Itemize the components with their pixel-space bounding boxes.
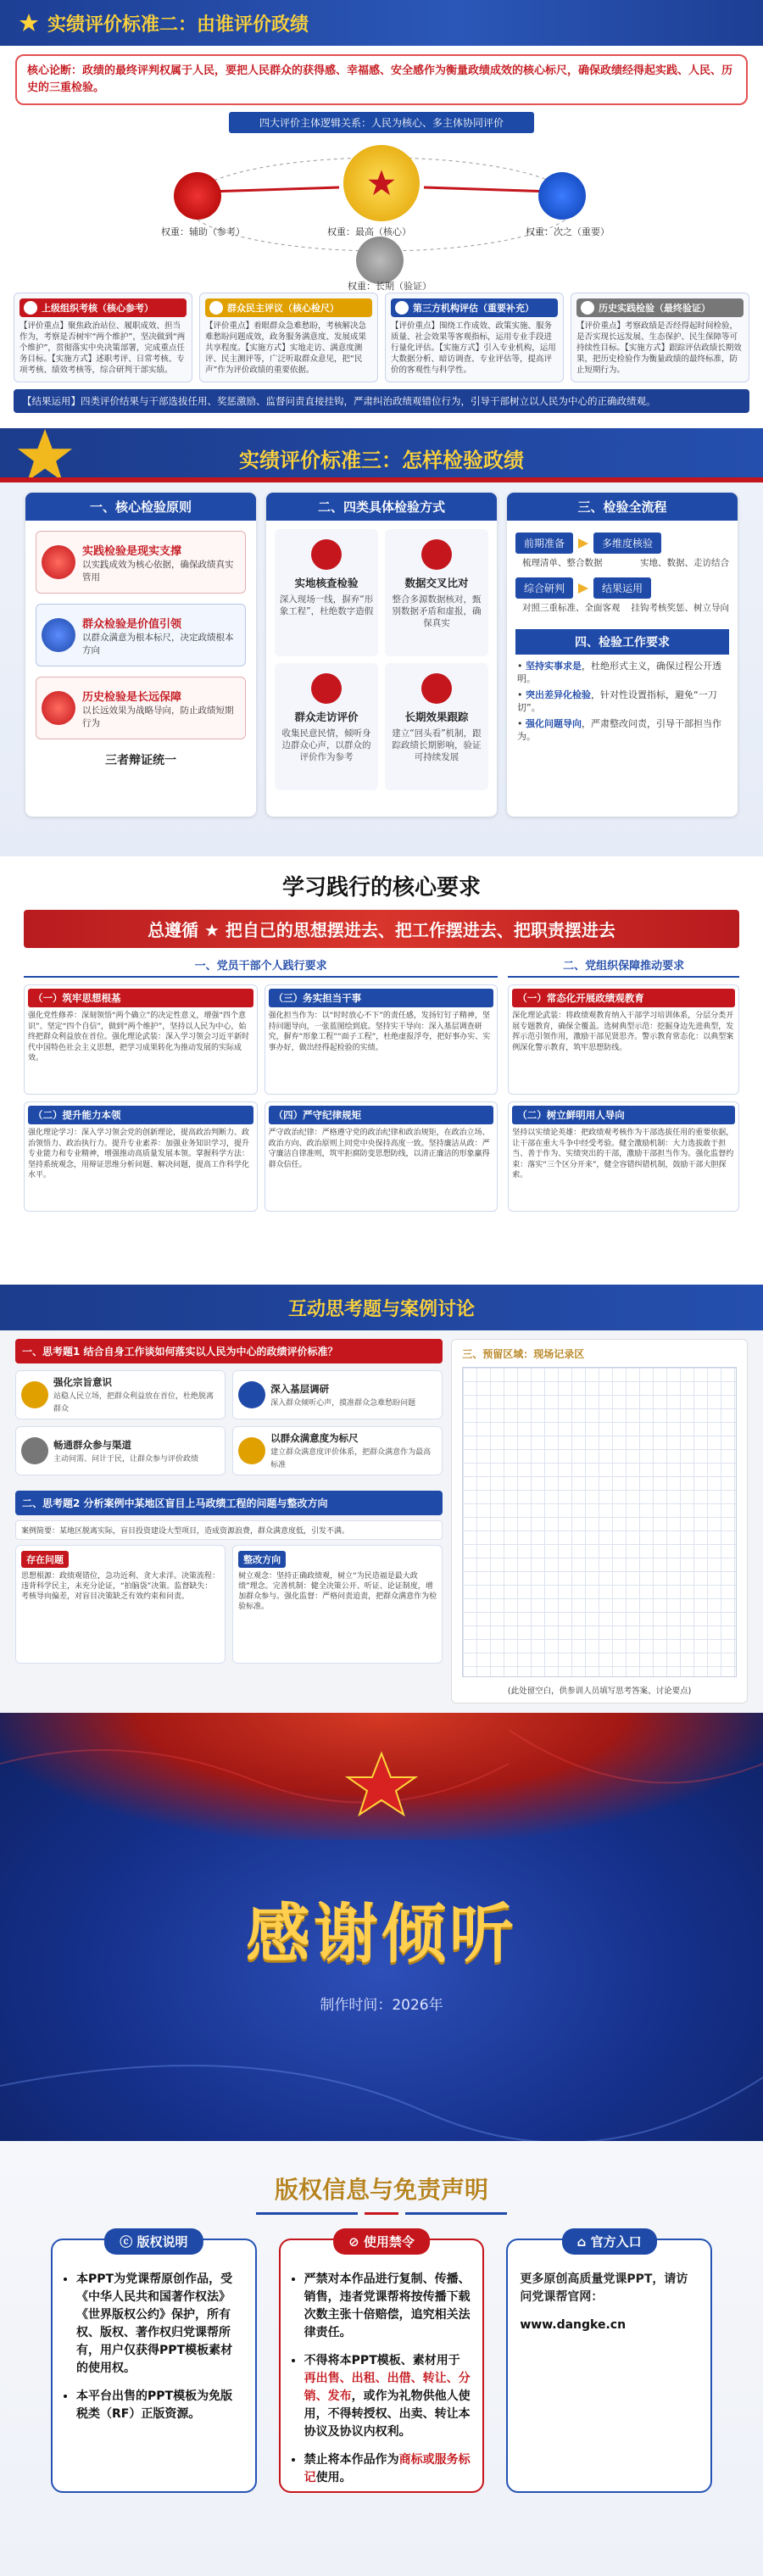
box-text: 强化理论学习：深入学习领会党的创新理论，提高政治判断力、政治领悟力、政治执行力。提升专业素养：加强业务知识学习，提升专业能力和专业精神，增强推动高质量发展本领。掌握科学方法：坚持系统观念，用辩证思维分析问题、解决问题，提高工作科学化水平。 bbox=[28, 1129, 250, 1179]
tile-title: 深入基层调研 bbox=[270, 1382, 330, 1395]
notes-title: 三、预留区域：现场记录区 bbox=[462, 1348, 585, 1360]
card-caption: ⊘ 使用禁令 bbox=[333, 2228, 430, 2255]
evaluator-card bbox=[14, 293, 192, 382]
answer-tile bbox=[232, 1370, 443, 1419]
requirements bbox=[507, 629, 738, 743]
column-title: 三、检验全流程 bbox=[507, 493, 738, 521]
weight-right: 权重：次之（重要） bbox=[526, 226, 610, 237]
flow-row bbox=[515, 532, 729, 554]
card-icon bbox=[209, 301, 223, 315]
card-title: 版权说明 bbox=[136, 2234, 188, 2250]
method-title: 实地核查检验 bbox=[294, 577, 359, 589]
fix-text: 树立观念：坚持正确政绩观，树立“为民造福是最大政绩”理念。完善机制：健全决策公开、听证、论证制度，增加群众参与。强化监督：严格问责追责，把群众满意作为检验标准。 bbox=[238, 1572, 437, 1611]
evaluator-card bbox=[199, 293, 378, 382]
history-circle bbox=[356, 237, 404, 284]
box-text: 深化理论武装：将政绩观教育纳入干部学习培训体系，分层分类开展专题教育，确保全覆盖。选树典型示范：挖掘身边先进典型，发挥示范引领作用，激励干部见贤思齐。警示教育常态化：以典型案例深化警示教育，筑牢思想防线。 bbox=[512, 1012, 734, 1052]
flow-desc-row bbox=[515, 599, 729, 614]
card-title: 上级组织考核（核心参考） bbox=[42, 303, 153, 314]
text-part: ，或作为礼物供他人使用，不得转授权、出卖、转让本协议及协议内权利。 bbox=[304, 2389, 471, 2439]
questions-panel bbox=[15, 1339, 443, 1703]
discussion-layout bbox=[0, 1330, 763, 1712]
flow-step: 前期准备 bbox=[515, 532, 573, 554]
slide-title: 学习践行的核心要求 bbox=[281, 875, 481, 900]
method-card bbox=[275, 663, 378, 790]
requirements-title: 四、检验工作要求 bbox=[515, 629, 729, 655]
copyright-item: • 本PPT为党课帮原创作品，受《中华人民共和国著作权法》《世界版权公约》保护，所有权、版权、著作权归党课帮所有，用户仅获得PPT模板素材的使用权。 bbox=[76, 2271, 243, 2378]
dialectic-footer: 三者辩证统一 bbox=[105, 754, 176, 767]
principle-card bbox=[36, 677, 246, 739]
organization-column bbox=[508, 956, 739, 1212]
problem-text: 思想根源：政绩观错位，急功近利、贪大求洋。决策流程：违背科学民主，未充分论证，“拍脑袋”决策。监督缺失：考核导向偏差，对盲目决策缺乏有效约束和问责。 bbox=[21, 1572, 220, 1601]
gear-icon bbox=[42, 545, 75, 579]
principle-title: 历史检验是长远保障 bbox=[82, 690, 182, 704]
box-text: 强化担当作为：以“时时放心不下”的责任感，发扬钉钉子精神，坚持问题导向，一张蓝图绘到底。坚持实干导向：深入基层调查研究，摒弃“形象工程”“面子工程”，杜绝虚报浮夸，把好事办实、实事办好，做出经得起检验的实绩。 bbox=[268, 1012, 491, 1052]
requirement-columns bbox=[0, 948, 763, 1212]
requirement-box bbox=[265, 984, 498, 1095]
medal-icon bbox=[238, 1437, 265, 1464]
problem-title: 存在问题 bbox=[21, 1551, 69, 1568]
slide-thanks bbox=[0, 1713, 763, 2141]
column-title: 二、党组织保障推动要求 bbox=[508, 956, 739, 978]
evaluator-diagram bbox=[0, 137, 763, 292]
heart-icon bbox=[21, 1381, 48, 1408]
problem-box bbox=[15, 1545, 226, 1664]
tile-text: 建立群众满意度评价体系，把群众满意作为最高标准 bbox=[270, 1448, 432, 1469]
card-header bbox=[391, 298, 558, 317]
answer-tiles bbox=[15, 1370, 443, 1475]
requirement-key: 强化问题导向 bbox=[526, 718, 582, 729]
answer-tile bbox=[232, 1426, 443, 1475]
flow-step: 结果运用 bbox=[593, 577, 651, 599]
tile-text: 主动问需、问计于民，让群众参与评价政绩 bbox=[53, 1454, 199, 1464]
guideline-banner: 总遵循 ★ 把自己的思想摆进去、把工作摆进去、把职责摆进去 bbox=[24, 910, 739, 948]
card-caption: ⌂ 官方入口 bbox=[562, 2228, 657, 2255]
individual-column bbox=[24, 956, 498, 1212]
requirement-text: ，杜绝形式主义，确保过程公开透明。 bbox=[517, 661, 721, 684]
tile-text: 站稳人民立场，把群众利益放在首位，杜绝脱离群众 bbox=[53, 1392, 214, 1413]
slide-copyright bbox=[0, 2141, 763, 2576]
box-row bbox=[24, 984, 498, 1095]
copyright-card bbox=[51, 2234, 257, 2493]
requirement-box bbox=[265, 1101, 498, 1212]
method-title: 长期效果跟踪 bbox=[404, 711, 469, 723]
method-card bbox=[385, 663, 488, 790]
flow-desc: 挂钩考核奖惩、树立导向 bbox=[631, 603, 729, 613]
card-title: 第三方机构评估（重要补充） bbox=[413, 303, 534, 314]
slide-title: 互动思考题与案例讨论 bbox=[287, 1299, 475, 1320]
answer-tile bbox=[15, 1370, 226, 1419]
prohibition-card bbox=[279, 2234, 485, 2493]
flow-desc-row bbox=[515, 554, 729, 569]
principle-title: 实践检验是现实支撑 bbox=[82, 544, 182, 558]
fix-box bbox=[232, 1545, 443, 1664]
star-icon bbox=[19, 13, 39, 33]
flow-desc: 梳理清单、整合数据 bbox=[522, 558, 603, 568]
third-party-circle bbox=[538, 172, 586, 220]
requirement-box bbox=[508, 1101, 739, 1212]
slide-core-requirements bbox=[0, 856, 763, 1285]
requirement-item: • 突出差异化检验，针对性设置指标，避免“一刀切”。 bbox=[517, 689, 717, 713]
header-stripe bbox=[0, 477, 763, 482]
box-row bbox=[24, 1101, 498, 1212]
principles-column bbox=[25, 493, 256, 817]
card-header bbox=[205, 298, 372, 317]
requirement-box bbox=[24, 1101, 258, 1212]
card-title: 历史实践检验（最终验证） bbox=[599, 303, 710, 314]
slide-header bbox=[0, 1285, 763, 1330]
flow-row bbox=[515, 577, 729, 599]
slide-who-evaluates bbox=[0, 0, 763, 428]
card-title: 群众民主评议（核心检尺） bbox=[227, 303, 339, 314]
text-part: 不得将本PPT模板、素材用于 bbox=[304, 2354, 460, 2367]
text-part: 使用。 bbox=[315, 2471, 352, 2484]
tile-text: 深入群众倾听心声，摸准群众急难愁盼问题 bbox=[270, 1398, 416, 1408]
box-row bbox=[508, 984, 739, 1095]
box-title: （一）筑牢思想根基 bbox=[28, 989, 253, 1007]
principle-text: 以长远效果为战略导向，防止政绩短期行为 bbox=[82, 705, 234, 728]
text-part: 禁止将本作品作为 bbox=[304, 2453, 399, 2467]
box-title: （二）树立鲜明用人导向 bbox=[512, 1106, 735, 1124]
subject-ribbon: 四大评价主体逻辑关系：人民为核心、多主体协同评价 bbox=[229, 112, 534, 133]
method-text: 收集民意民情，倾听身边群众心声，以群众的评价作为参考 bbox=[281, 728, 371, 762]
card-header bbox=[19, 298, 187, 317]
process-flow bbox=[507, 521, 738, 622]
methods-column bbox=[266, 493, 497, 817]
official-entry-card bbox=[506, 2234, 712, 2493]
box-row bbox=[508, 1101, 739, 1212]
principle-text: 以群众满意为根本标尺，决定政绩根本方向 bbox=[82, 632, 234, 655]
card-icon bbox=[395, 301, 409, 315]
tile-title: 以群众满意度为标尺 bbox=[270, 1432, 359, 1444]
box-title: （四）严守纪律规矩 bbox=[269, 1106, 494, 1124]
fix-title: 整改方向 bbox=[238, 1551, 286, 1568]
entry-text: 更多原创高质量党课PPT，请访问党课帮官网： bbox=[520, 2272, 688, 2304]
requirement-box bbox=[24, 984, 258, 1095]
verify-columns bbox=[0, 482, 763, 817]
tile-title: 畅通群众参与渠道 bbox=[53, 1438, 131, 1451]
slide-discussion bbox=[0, 1285, 763, 1713]
requirement-text: ，针对性设置指标，避免“一刀切”。 bbox=[517, 689, 717, 713]
weight-bottom: 权重：长期（验证） bbox=[348, 281, 432, 292]
column-title: 一、核心检验原则 bbox=[25, 493, 256, 521]
evaluator-card bbox=[571, 293, 749, 382]
principle-title: 群众检验是价值引领 bbox=[82, 617, 182, 631]
result-usage: 【结果运用】四类评价结果与干部选拔任用、奖惩激励、监督问责直接挂钩，严肃纠治政绩观错位行为，引导干部树立以人民为中心的正确政绩观。 bbox=[14, 389, 749, 413]
prohibition-item: • 严禁对本作品进行复制、传播、销售，违者党课帮将按传播下载次数主张十倍赔偿，追究相关法律责任。 bbox=[304, 2271, 471, 2342]
principle-text: 以实践成效为核心依据，确保政绩真实管用 bbox=[82, 559, 234, 583]
method-text: 建立“回头看”机制，跟踪政绩长期影响，验证可持续发展 bbox=[392, 728, 482, 762]
card-title: 使用禁令 bbox=[363, 2234, 415, 2250]
card-title: 官方入口 bbox=[590, 2234, 642, 2250]
box-title: （三）务实担当干事 bbox=[269, 989, 494, 1007]
arrow-right-icon bbox=[578, 583, 588, 594]
arrow-right-icon bbox=[578, 538, 588, 549]
method-title: 群众走访评价 bbox=[294, 711, 359, 723]
card-text: 【评价重点】着眼群众急难愁盼，考核解决急难愁盼问题成效，政务服务满意度、发展成果共享程度。【实施方式】实地走访、满意度测评、民主测评等，广泛听取群众意见，把“民声”作为评价政绩的重要依据。 bbox=[205, 321, 367, 375]
notes-grid[interactable] bbox=[462, 1367, 737, 1677]
weight-left: 权重：辅助（参考） bbox=[161, 226, 245, 237]
card-icon bbox=[581, 301, 594, 315]
slide-header bbox=[0, 0, 763, 46]
card-header bbox=[576, 298, 744, 317]
methods-grid bbox=[266, 521, 497, 799]
highlight-text: 商标或服务标记 bbox=[304, 2453, 471, 2484]
star-icon bbox=[367, 169, 396, 198]
weight-center: 权重：最高（核心） bbox=[327, 226, 411, 237]
case-brief: 案例简要：某地区脱离实际，盲目投资建设大型项目，造成资源浪费，群众满意度低，引发不满。 bbox=[15, 1520, 443, 1540]
notes-caption: (此处留空白，供参训人员填写思考答案、讨论要点) bbox=[507, 1687, 692, 1696]
principle-card bbox=[36, 604, 246, 666]
box-title: （一）常态化开展政绩观教育 bbox=[512, 989, 735, 1007]
method-card bbox=[275, 529, 378, 656]
flow-desc: 实地、数据、走访结合 bbox=[640, 558, 729, 568]
card-text: 【评价重点】聚焦政治站位、履职成效、担当作为，考察是否树牢“两个维护”，坚决做到“两个维护”，贯彻落实中央决策部署，完成重点任务目标。【实施方式】述职考评、日常考核、专项考核、绩效考核等，综合研判干部实绩。 bbox=[19, 321, 186, 375]
thanks-title: 感谢倾听 bbox=[246, 1896, 517, 1971]
clock-icon bbox=[42, 691, 75, 725]
method-text: 整合多源数据核对，甄别数据矛盾和虚报，确保真实 bbox=[392, 594, 482, 628]
question-1: 一、思考题1 结合自身工作谈如何落实以人民为中心的政绩评价标准？ bbox=[15, 1339, 443, 1363]
method-title: 数据交叉比对 bbox=[404, 577, 469, 589]
column-title: 二、四类具体检验方式 bbox=[266, 493, 497, 521]
prohibition-item bbox=[304, 2352, 471, 2441]
card-caption: ⓒ 版权说明 bbox=[104, 2228, 203, 2255]
requirement-key: 坚持实事求是 bbox=[526, 661, 582, 672]
slide-title: 版权信息与免责声明 bbox=[274, 2176, 488, 2204]
box-title: （二）提升能力本领 bbox=[28, 1106, 253, 1124]
search-icon bbox=[238, 1381, 265, 1408]
question-2: 二、思考题2 分析案例中某地区盲目上马政绩工程的问题与整改方向 bbox=[15, 1491, 443, 1515]
slide-how-to-verify bbox=[0, 428, 763, 856]
line-left bbox=[256, 2212, 358, 2215]
people-circle bbox=[343, 145, 420, 221]
card-icon bbox=[24, 301, 37, 315]
requirement-item: • 坚持实事求是，杜绝形式主义，确保过程公开透明。 bbox=[517, 661, 721, 684]
box-text: 严守政治纪律：严格遵守党的政治纪律和政治规矩，在政治立场、政治方向、政治原则上同党中央保持高度一致。坚持廉洁从政：严守廉洁自律准则，筑牢拒腐防变思想防线，以清正廉洁的形象赢得群众信任。 bbox=[268, 1129, 490, 1169]
tile-title: 强化宗旨意识 bbox=[53, 1376, 112, 1388]
trend-icon bbox=[421, 673, 452, 704]
requirement-key: 突出差异化检验 bbox=[526, 689, 591, 700]
card-text: 【评价重点】围绕工作成效、政策实施、服务质量、社会效果等客观指标，运用专业手段进行量化评估。【实施方式】引入专业机构，运用大数据分析、暗访调查、专业评估等，提高评价的客观性与科学性。 bbox=[391, 321, 556, 375]
notes-area bbox=[451, 1339, 748, 1703]
chart-icon bbox=[421, 539, 452, 570]
box-text: 坚持以实绩论英雄：把政绩观考核作为干部选拔任用的重要依据，让干部在重大斗争中经受考验。健全激励机制：大力选拔敢于担当、善于作为、实绩突出的干部，激励干部担当作为。强化监督约束：落实“三个区分开来”，健全容错纠错机制，鼓励干部大胆探索。 bbox=[512, 1129, 734, 1179]
evaluator-card bbox=[385, 293, 564, 382]
core-statement bbox=[15, 54, 748, 105]
box-text: 强化党性修养：深刻领悟“两个确立”的决定性意义，增强“四个意识”、坚定“四个自信”，做到“两个维护”，坚持以人民为中心，始终把群众利益放在首位。强化理论武装：深入学习领会习近平新时代中国特色社会主义思想，把学习成果转化为推动发展的实际成效。 bbox=[28, 1012, 250, 1062]
principle-card bbox=[36, 531, 246, 594]
copyright-cards bbox=[0, 2215, 763, 2493]
method-text: 深入现场一线，摒弃“形象工程”，杜绝数字造假 bbox=[279, 594, 374, 616]
column-title: 一、党员干部个人践行要求 bbox=[24, 956, 498, 978]
location-icon bbox=[311, 539, 342, 570]
evaluator-cards bbox=[0, 293, 763, 382]
prohibition-item bbox=[304, 2451, 471, 2487]
flow-step: 多维度核验 bbox=[593, 532, 661, 554]
line-right bbox=[405, 2212, 507, 2215]
case-analysis bbox=[15, 1545, 443, 1664]
card-text: 【评价重点】考察政绩是否经得起时间检验，是否实现长远发展、生态保护、民生保障等可持续性目标。【实施方式】跟踪评估政绩长期效果，把历史检验作为衡量政绩的最终标准，防止短期行为。 bbox=[576, 321, 742, 375]
slide-title: 实绩评价标准二：由谁评价政绩 bbox=[47, 14, 309, 36]
copyright-item: • 本平台出售的PPT模板为免版税类（RF）正版资源。 bbox=[76, 2388, 243, 2423]
chat-icon bbox=[21, 1437, 48, 1464]
superior-circle bbox=[174, 172, 221, 220]
core-label: 核心论断： bbox=[27, 64, 83, 77]
group-icon bbox=[311, 673, 342, 704]
flow-step: 综合研判 bbox=[515, 577, 573, 599]
slide-title: 实绩评价标准三：怎样检验政绩 bbox=[239, 449, 524, 472]
requirement-text: ，严肃整改问责，引导干部担当作为。 bbox=[517, 718, 721, 742]
people-icon bbox=[42, 618, 75, 652]
answer-tile bbox=[15, 1426, 226, 1475]
requirement-box bbox=[508, 984, 739, 1095]
slide-header bbox=[0, 428, 763, 482]
method-card bbox=[385, 529, 488, 656]
flow-desc: 对照三重标准、全面客观 bbox=[522, 603, 621, 613]
requirement-item: • 强化问题导向，严肃整改问责，引导干部担当作为。 bbox=[517, 718, 721, 742]
core-text: 政绩的最终评判权属于人民，要把人民群众的获得感、幸福感、安全感作为衡量政绩成效的核心标尺，确保政绩经得起实践、人民、历史的三重检验。 bbox=[27, 64, 733, 94]
line-mid bbox=[365, 2212, 398, 2215]
made-date: 制作时间：2026年 bbox=[320, 1997, 443, 2014]
official-url[interactable]: www.dangke.cn bbox=[520, 2318, 627, 2332]
highlight-text: 再出售、出租、出借、转让、分销、发布 bbox=[304, 2372, 471, 2403]
process-column bbox=[507, 493, 738, 817]
